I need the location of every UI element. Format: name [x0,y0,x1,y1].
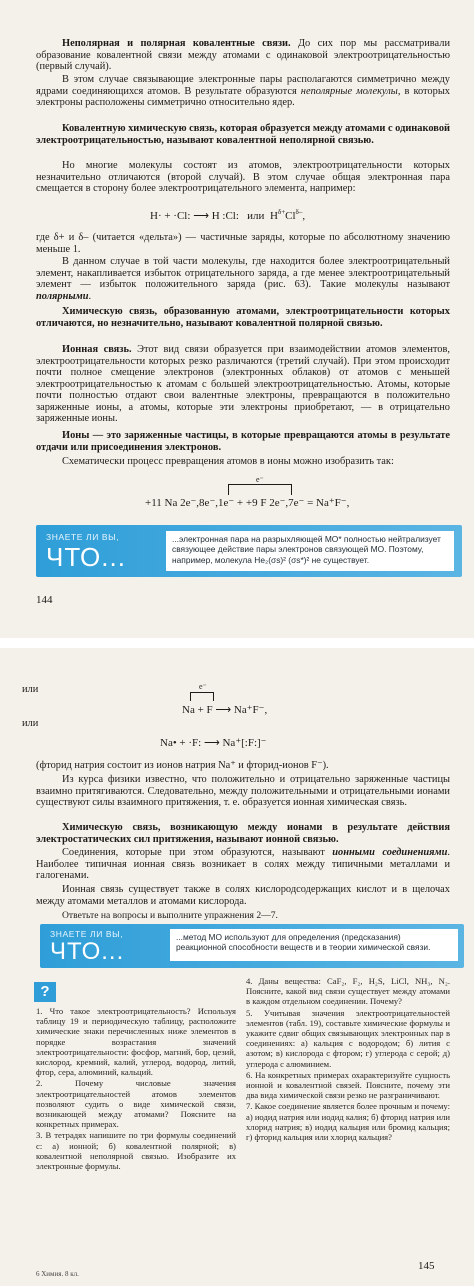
book-footer: 6 Химия. 8 кл. [36,1270,79,1278]
paragraph-text: Соединения, которые при этом образуются, называют [62,847,333,858]
formula-or: или [247,210,265,222]
exercise-instruction: Ответьте на вопросы и выполните упражнения 2—7. [62,910,278,921]
electron-transfer-arrow-icon [228,484,292,495]
paragraph-polar-intro: Но многие молекулы состоят из атомов, электроотрицательности которых незначительно отличаются (второй случай). В этом случае общая электронная пара смещается в сторону более электроотрицательного элемента, например: [36,160,450,194]
question-5: 5. Учитывая значения электроотрицательностей элементов (табл. 19), составьте химические формулы и укажите сдвиг общих связывающих электронных пар в соединениях: а) кальция с водородом; б) лития с азотом; в) кислорода с фтором; г) углерода с серой; д) углерода с алюминием. [246,1007,450,1069]
paragraph-text: Этот вид связи образуется при взаимодействии атомов элементов, электроотрицательности которых резко различаются (третий случай). При этом происходит почти полное смещение электронов (электронных облаков) от атомов с меньшей электроотрицательностью к атомам с большей электроотрицательностью. Атомы, которые почти полностью отдают свои валентные электроны, превращаются в положительно заряженные ионы, а атомы, которые эти электроны приобретают, — в отрицательно заряженные ионы. [36,344,450,424]
page-number: 145 [418,1260,435,1272]
question-1: 1. Что такое электроотрицательность? Используя таблицу 19 и периодическую таблицу, расположите химические знаки перечисленных ниже элементов в порядке возрастания значений электроотрицательности: фосфор, магний, бор, цезий, кислород, кремний, калий, углерод, водород, литий, фтор, сера, алюминий, кальций. [36,1006,236,1078]
banner-fact-text: ...электронная пара на разрыхляющей МО* полностью нейтрализует связующее действие пары электронов связующей МО. Поэтому, например, молекула He₂(σs)² (σs*)² не существует. [166,531,454,571]
paragraph-text: , в которых электроны расположены симметрично относительно ядер. [36,85,451,108]
formula-hcl [150,208,305,222]
paragraph-text: В этом случае связывающие электронные пары располагаются симметрично между ядрами соединяющихся атомов. В результате образуются [36,74,450,97]
paragraph-text: . Наиболее типичная ионная связь возникает в солях между типичными металлами и галогенами. [36,847,450,881]
term-ionic-compounds: ионными соединениями [332,847,448,858]
formula-hcl-left: H· + ·Cl: [150,210,191,222]
formula-punctuation: , [302,210,306,222]
paragraph-scheme: Схематически процесс превращения атомов в ионы можно изобразить так: [62,456,394,467]
paragraph-nonpolar [36,74,450,109]
question-3: 3. В тетрадях напишите по три формулы соединений с: а) ионной; б) ковалентной полярной; в) ковалентной неполярной связью. Изобразите их электронные формулы. [36,1130,236,1172]
textbook-page-145 [0,648,474,1286]
banner-title: ЧТО... [50,938,125,965]
banner-label: ЗНАЕТЕ ЛИ ВЫ, [50,929,124,939]
paragraph-polar-molecules [36,256,450,302]
page-separator [0,638,474,648]
paragraph-oxygen-salts: Ионная связь существует также в солях кислородсодержащих кислот и в щелочах между атомами металлов и атомами кислорода. [36,884,450,907]
label-or: или [22,718,39,729]
questions-icon: ? [34,982,56,1002]
electron-transfer-label: e⁻ [256,475,264,484]
formula-hcl-h: H [269,210,278,222]
paragraph-ionic-bond [36,344,450,425]
paragraph-ionic-compounds [36,847,450,882]
question-7: 7. Какое соединение является более прочным и почему: а) иодид натрия или иодид калия; б) фторид натрия или хлорид натрия; в) иодид кальция или бромид кальция; г) фторид кальция или хлорид кальция? [246,1101,450,1143]
questions-left-column [36,1006,236,1172]
definition-ionic-bond: Химическую связь, возникающую между ионами в результате действия электростатических сил притяжения, называют ионной связью. [36,822,450,845]
term-polar: полярными [36,290,89,302]
reaction-arrow-icon: ⟶ [193,210,209,222]
partial-charge-negative: δ– [295,208,303,216]
banner-fact-text: ...метод МО используют для определения (предсказания) реакционной способности веществ и в теории химической связи. [170,929,458,961]
electron-transfer-arrow-icon [190,692,214,701]
paragraph-text: До сих пор мы рассматривали образование ковалентной связи между атомами с одинаковой электроотрицательностью (первый случай). [36,38,450,72]
paragraph-text: . [88,290,92,302]
did-you-know-banner [36,525,462,577]
formula-naf-electrons: +11 Na 2e⁻,8e⁻,1e⁻ + +9 F 2e⁻,7e⁻ = Na⁺F⁻, [145,497,350,509]
question-2: 2. Почему числовые значения электроотрицательностей атомов элементов позволяют судить о виде химической связи, возникающей между атомами? Поясните на конкретных примерах. [36,1078,236,1130]
label-or: или [22,684,39,695]
section-heading-ionic: Ионная связь. [62,344,132,355]
electron-transfer-label: e⁻ [199,682,207,691]
definition-ions: Ионы — это заряженные частицы, в которые превращаются атомы в результате отдачи или присоединения электронов. [36,430,450,453]
formula-naf-ionic: Na + F ⟶ Na⁺F⁻, [182,704,268,716]
question-6: 6. На конкретных примерах охарактеризуйте сущность ионной и ковалентной связей. Поясните, почему эти два вида химической связи резко не разграничивают. [246,1069,450,1101]
term-nonpolar-molecules: неполярные молекулы [300,85,398,97]
paragraph-delta: где δ+ и δ– (читается «дельта») — частичные заряды, которые по абсолютному значению меньше 1. [36,232,450,255]
question-4: 4. Даны вещества: CaF₂, F₂, H₂S, LiCl, NH₃, N₂. Поясните, какой вид связи существует между атомами в каждом отдельном соединении. Почему? [246,976,450,1007]
textbook-page-144 [0,0,474,638]
paragraph-covalent-intro [36,38,450,73]
paragraph-sodium-fluoride: (фторид натрия состоит из ионов натрия Na⁺ и фторид-ионов F⁻). [36,760,329,771]
definition-covalent-polar: Химическую связь, образованную атомами, электроотрицательности которых отличаются, но незначительно, называют ковалентной полярной связью. [36,306,450,329]
definition-covalent-nonpolar: Ковалентную химическую связь, которая образуется между атомами с одинаковой электроотрицательностью, называют ковалентной неполярной связью. [36,123,450,146]
paragraph-text: В данном случае в той части молекулы, где находится более электроотрицательный элемент, накапливается избыток отрицательного заряда, а где менее электроотрицательный элемент — избыток положительного заряда (рис. 63). Такие молекулы называют [36,256,450,290]
partial-charge-positive: δ+ [277,208,286,216]
questions-right-column [246,976,450,1143]
banner-title: ЧТО... [46,542,126,572]
page-number: 144 [36,594,53,606]
did-you-know-banner [40,924,464,968]
banner-label: ЗНАЕТЕ ЛИ ВЫ, [46,532,120,542]
formula-naf-lewis: Na• + ·F: ⟶ Na⁺[:F:]⁻ [160,737,267,749]
paragraph-attraction: Из курса физики известно, что положительно и отрицательно заряженные частицы взаимно притягиваются. Следовательно, между положительными и отрицательными ионами существуют силы взаимного притяжения, т. е. образуется ионная химическая связь. [36,774,450,808]
formula-hcl-cl: Cl [285,210,296,222]
section-heading-covalent: Неполярная и полярная ковалентные связи. [62,38,291,49]
formula-hcl-product: H :Cl: [211,210,239,222]
